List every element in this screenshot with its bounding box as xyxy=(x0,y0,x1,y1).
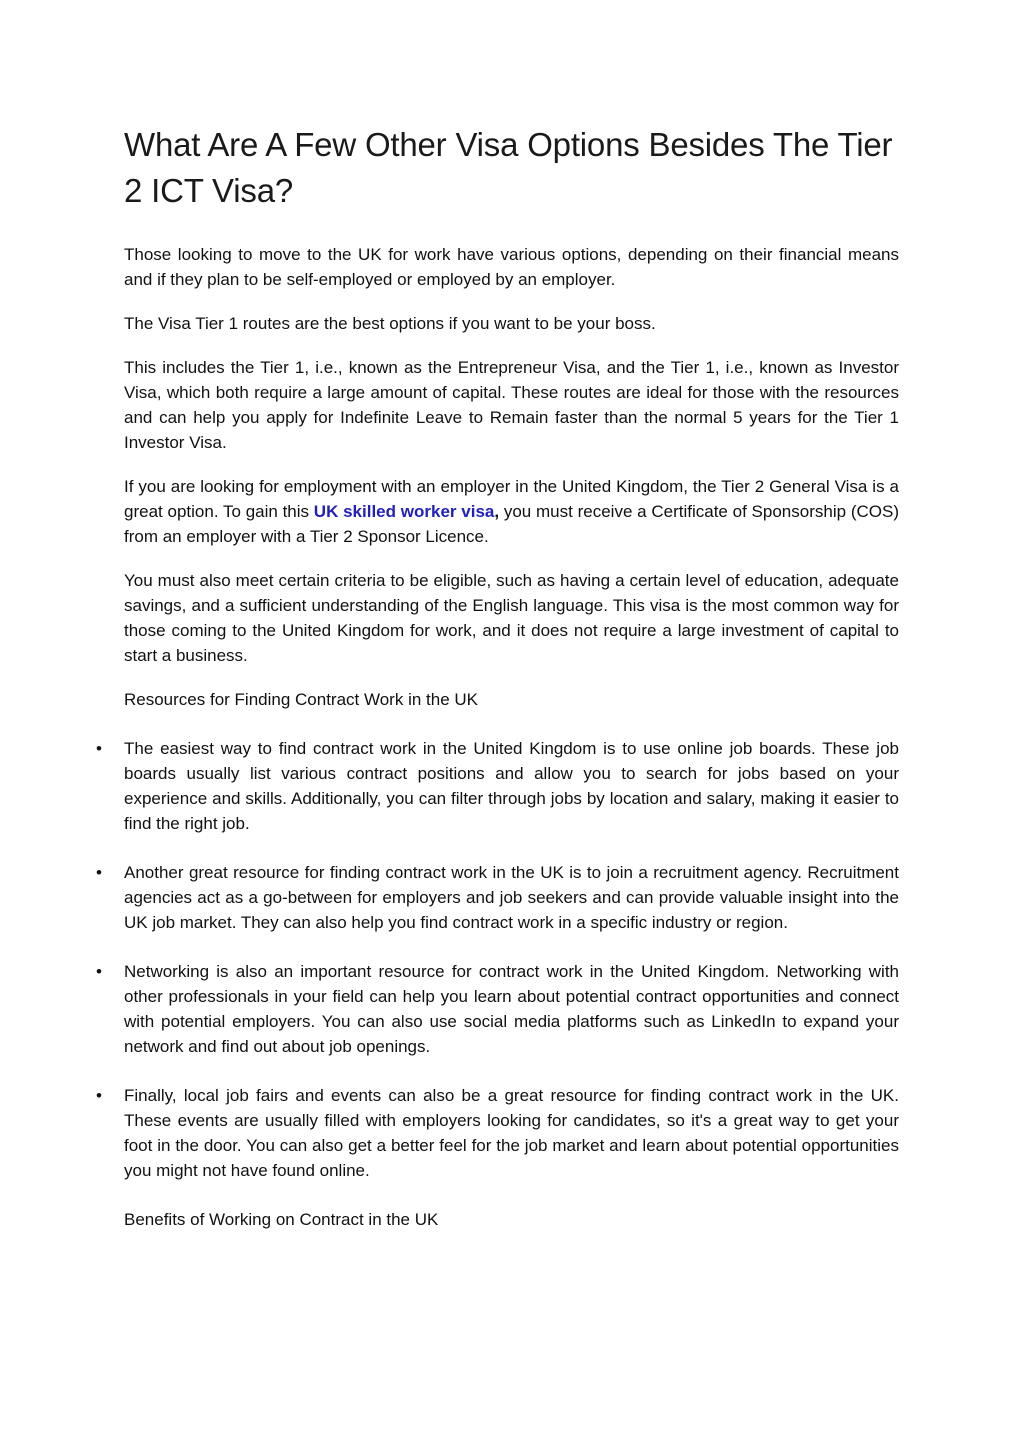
list-item-text: Networking is also an important resource for contract work in the United Kingdom. Networking with other professionals in your field can help you learn about potential contract opportunities and connect with potential employers. You can also use social media platforms such as LinkedIn to expand your network and find out about job openings. xyxy=(124,962,899,1056)
bullet-icon: • xyxy=(96,962,102,981)
resources-list xyxy=(96,736,899,1183)
document-page xyxy=(96,122,899,1256)
tier2-text-after: you must receive a Certificate of Sponsorship (COS) from an employer with a Tier 2 Sponsor Licence. xyxy=(124,502,899,546)
list-item xyxy=(96,860,899,935)
tier2-text-before: If you are looking for employment with an employer in the United Kingdom, the Tier 2 General Visa is a great option. To gain this xyxy=(124,477,899,521)
tier2-paragraph xyxy=(124,474,899,549)
bullet-icon: • xyxy=(96,1086,102,1105)
list-item xyxy=(96,959,899,1059)
criteria-paragraph: You must also meet certain criteria to be eligible, such as having a certain level of education, adequate savings, and a sufficient understanding of the English language. This visa is the most common way for those coming to the United Kingdom for work, and it does not require a large investment of capital to start a business. xyxy=(124,571,899,665)
bullet-icon: • xyxy=(96,739,102,758)
list-item-text: The easiest way to find contract work in the United Kingdom is to use online job boards. These job boards usually list various contract positions and allow you to search for jobs based on your experience and skills. Additionally, you can filter through jobs by location and salary, making it easier to find the right job. xyxy=(124,739,899,833)
benefits-heading: Benefits of Working on Contract in the UK xyxy=(124,1210,439,1229)
entrepreneur-investor-paragraph: This includes the Tier 1, i.e., known as the Entrepreneur Visa, and the Tier 1, i.e., known as Investor Visa, which both require a large amount of capital. These routes are ideal for those with the resources and can help you apply for Indefinite Leave to Remain faster than the normal 5 years for the Tier 1 Investor Visa. xyxy=(124,358,899,452)
list-item xyxy=(96,1083,899,1183)
list-item-text: Finally, local job fairs and events can also be a great resource for finding contract work in the UK. These events are usually filled with employers looking for candidates, so it's a great way to get your foot in the door. You can also get a better feel for the job market and learn about potential opportunities you might not have found online. xyxy=(124,1086,899,1180)
intro-paragraph: Those looking to move to the UK for work have various options, depending on their financial means and if they plan to be self-employed or employed by an employer. xyxy=(124,245,899,289)
tier1-paragraph: The Visa Tier 1 routes are the best options if you want to be your boss. xyxy=(124,314,656,333)
uk-skilled-worker-visa-link[interactable]: UK skilled worker visa xyxy=(313,502,495,521)
resources-heading: Resources for Finding Contract Work in the UK xyxy=(124,690,478,709)
link-comma: , xyxy=(494,502,500,521)
list-item-text: Another great resource for finding contract work in the UK is to join a recruitment agency. Recruitment agencies act as a go-between for employers and job seekers and can provide valuable insight into the UK job market. They can also help you find contract work in a specific industry or region. xyxy=(124,863,899,932)
page-title: What Are A Few Other Visa Options Besides The Tier 2 ICT Visa? xyxy=(124,126,893,209)
bullet-icon: • xyxy=(96,863,102,882)
list-item xyxy=(96,736,899,836)
